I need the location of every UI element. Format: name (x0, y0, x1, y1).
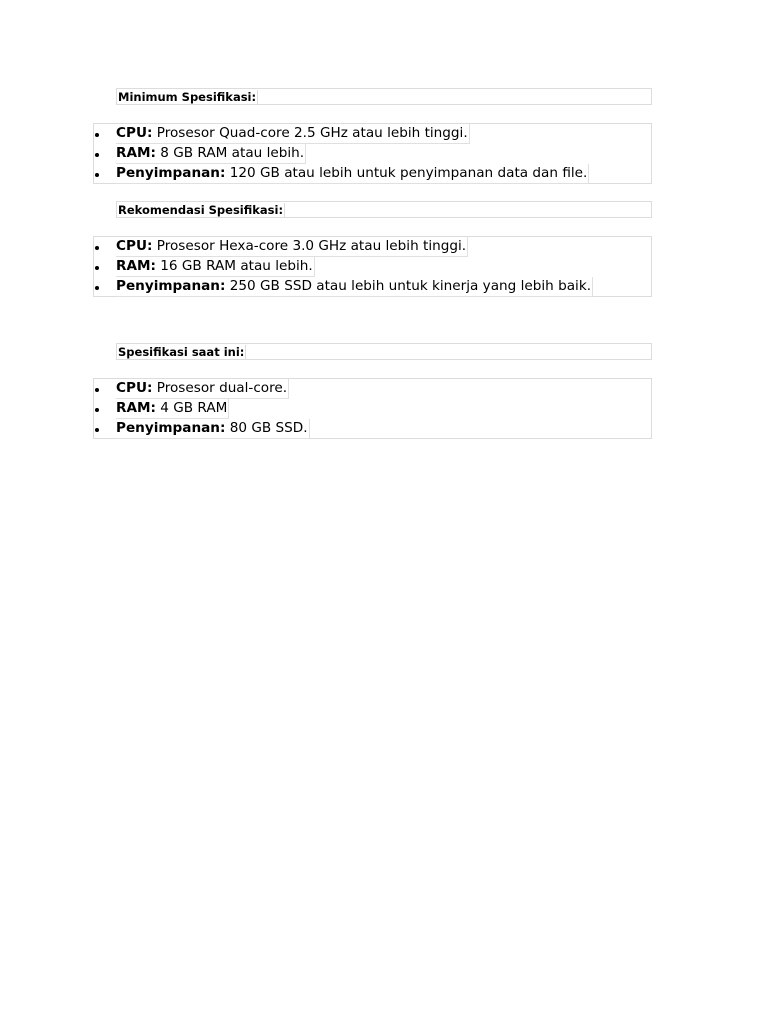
list-item-value: 250 GB SSD atau lebih untuk kinerja yang lebih baik. (225, 278, 592, 294)
bullet-icon (94, 237, 116, 257)
bullet-icon (94, 399, 116, 419)
list-item (94, 144, 651, 164)
list-item-label: CPU: (116, 238, 153, 254)
list-item-label: RAM: (116, 145, 156, 161)
section-heading-text: Minimum Spesifikasi: (118, 90, 257, 104)
bullet-icon (94, 277, 116, 297)
list-item-text (116, 144, 306, 164)
list-item-value: 80 GB SSD. (225, 420, 308, 436)
list-item (94, 237, 651, 257)
list-item (94, 124, 651, 144)
list-item-value: Prosesor dual-core. (152, 380, 288, 396)
bullet-icon (94, 379, 116, 399)
spec-list-minimum (93, 123, 652, 184)
list-item (94, 419, 651, 439)
section-heading-minimum (116, 88, 652, 105)
list-item (94, 277, 651, 297)
list-item-value: 16 GB RAM atau lebih. (155, 258, 313, 274)
list-item-text (116, 237, 468, 257)
list-item-value: Prosesor Hexa-core 3.0 GHz atau lebih tinggi. (152, 238, 467, 254)
bullet-icon (94, 124, 116, 144)
list-item-text (116, 164, 589, 184)
list-item-text (116, 277, 593, 297)
list-item-value: 4 GB RAM (155, 400, 228, 416)
section-heading-saat-ini (116, 343, 652, 360)
list-item-label: Penyimpanan: (116, 165, 226, 181)
list-item-text (116, 124, 470, 144)
spec-list-rekomendasi (93, 236, 652, 297)
list-item-label: CPU: (116, 380, 153, 396)
list-item-text (116, 379, 289, 399)
bullet-icon (94, 164, 116, 184)
spec-list-saat-ini (93, 378, 652, 439)
list-item-value: Prosesor Quad-core 2.5 GHz atau lebih tinggi. (152, 125, 468, 141)
list-item (94, 379, 651, 399)
list-item-value: 120 GB atau lebih untuk penyimpanan data dan file. (225, 165, 588, 181)
list-item-label: Penyimpanan: (116, 420, 226, 436)
bullet-icon (94, 419, 116, 439)
list-item-text (116, 399, 229, 419)
list-item (94, 164, 651, 184)
list-item (94, 257, 651, 277)
section-heading-text: Spesifikasi saat ini: (118, 345, 245, 359)
list-item-label: Penyimpanan: (116, 278, 226, 294)
list-item-label: RAM: (116, 400, 156, 416)
bullet-icon (94, 257, 116, 277)
section-heading-rekomendasi (116, 201, 652, 218)
list-item-text (116, 419, 310, 439)
section-heading-text: Rekomendasi Spesifikasi: (118, 203, 284, 217)
list-item-label: CPU: (116, 125, 153, 141)
list-item-label: RAM: (116, 258, 156, 274)
bullet-icon (94, 144, 116, 164)
list-item (94, 399, 651, 419)
list-item-value: 8 GB RAM atau lebih. (155, 145, 305, 161)
list-item-text (116, 257, 315, 277)
